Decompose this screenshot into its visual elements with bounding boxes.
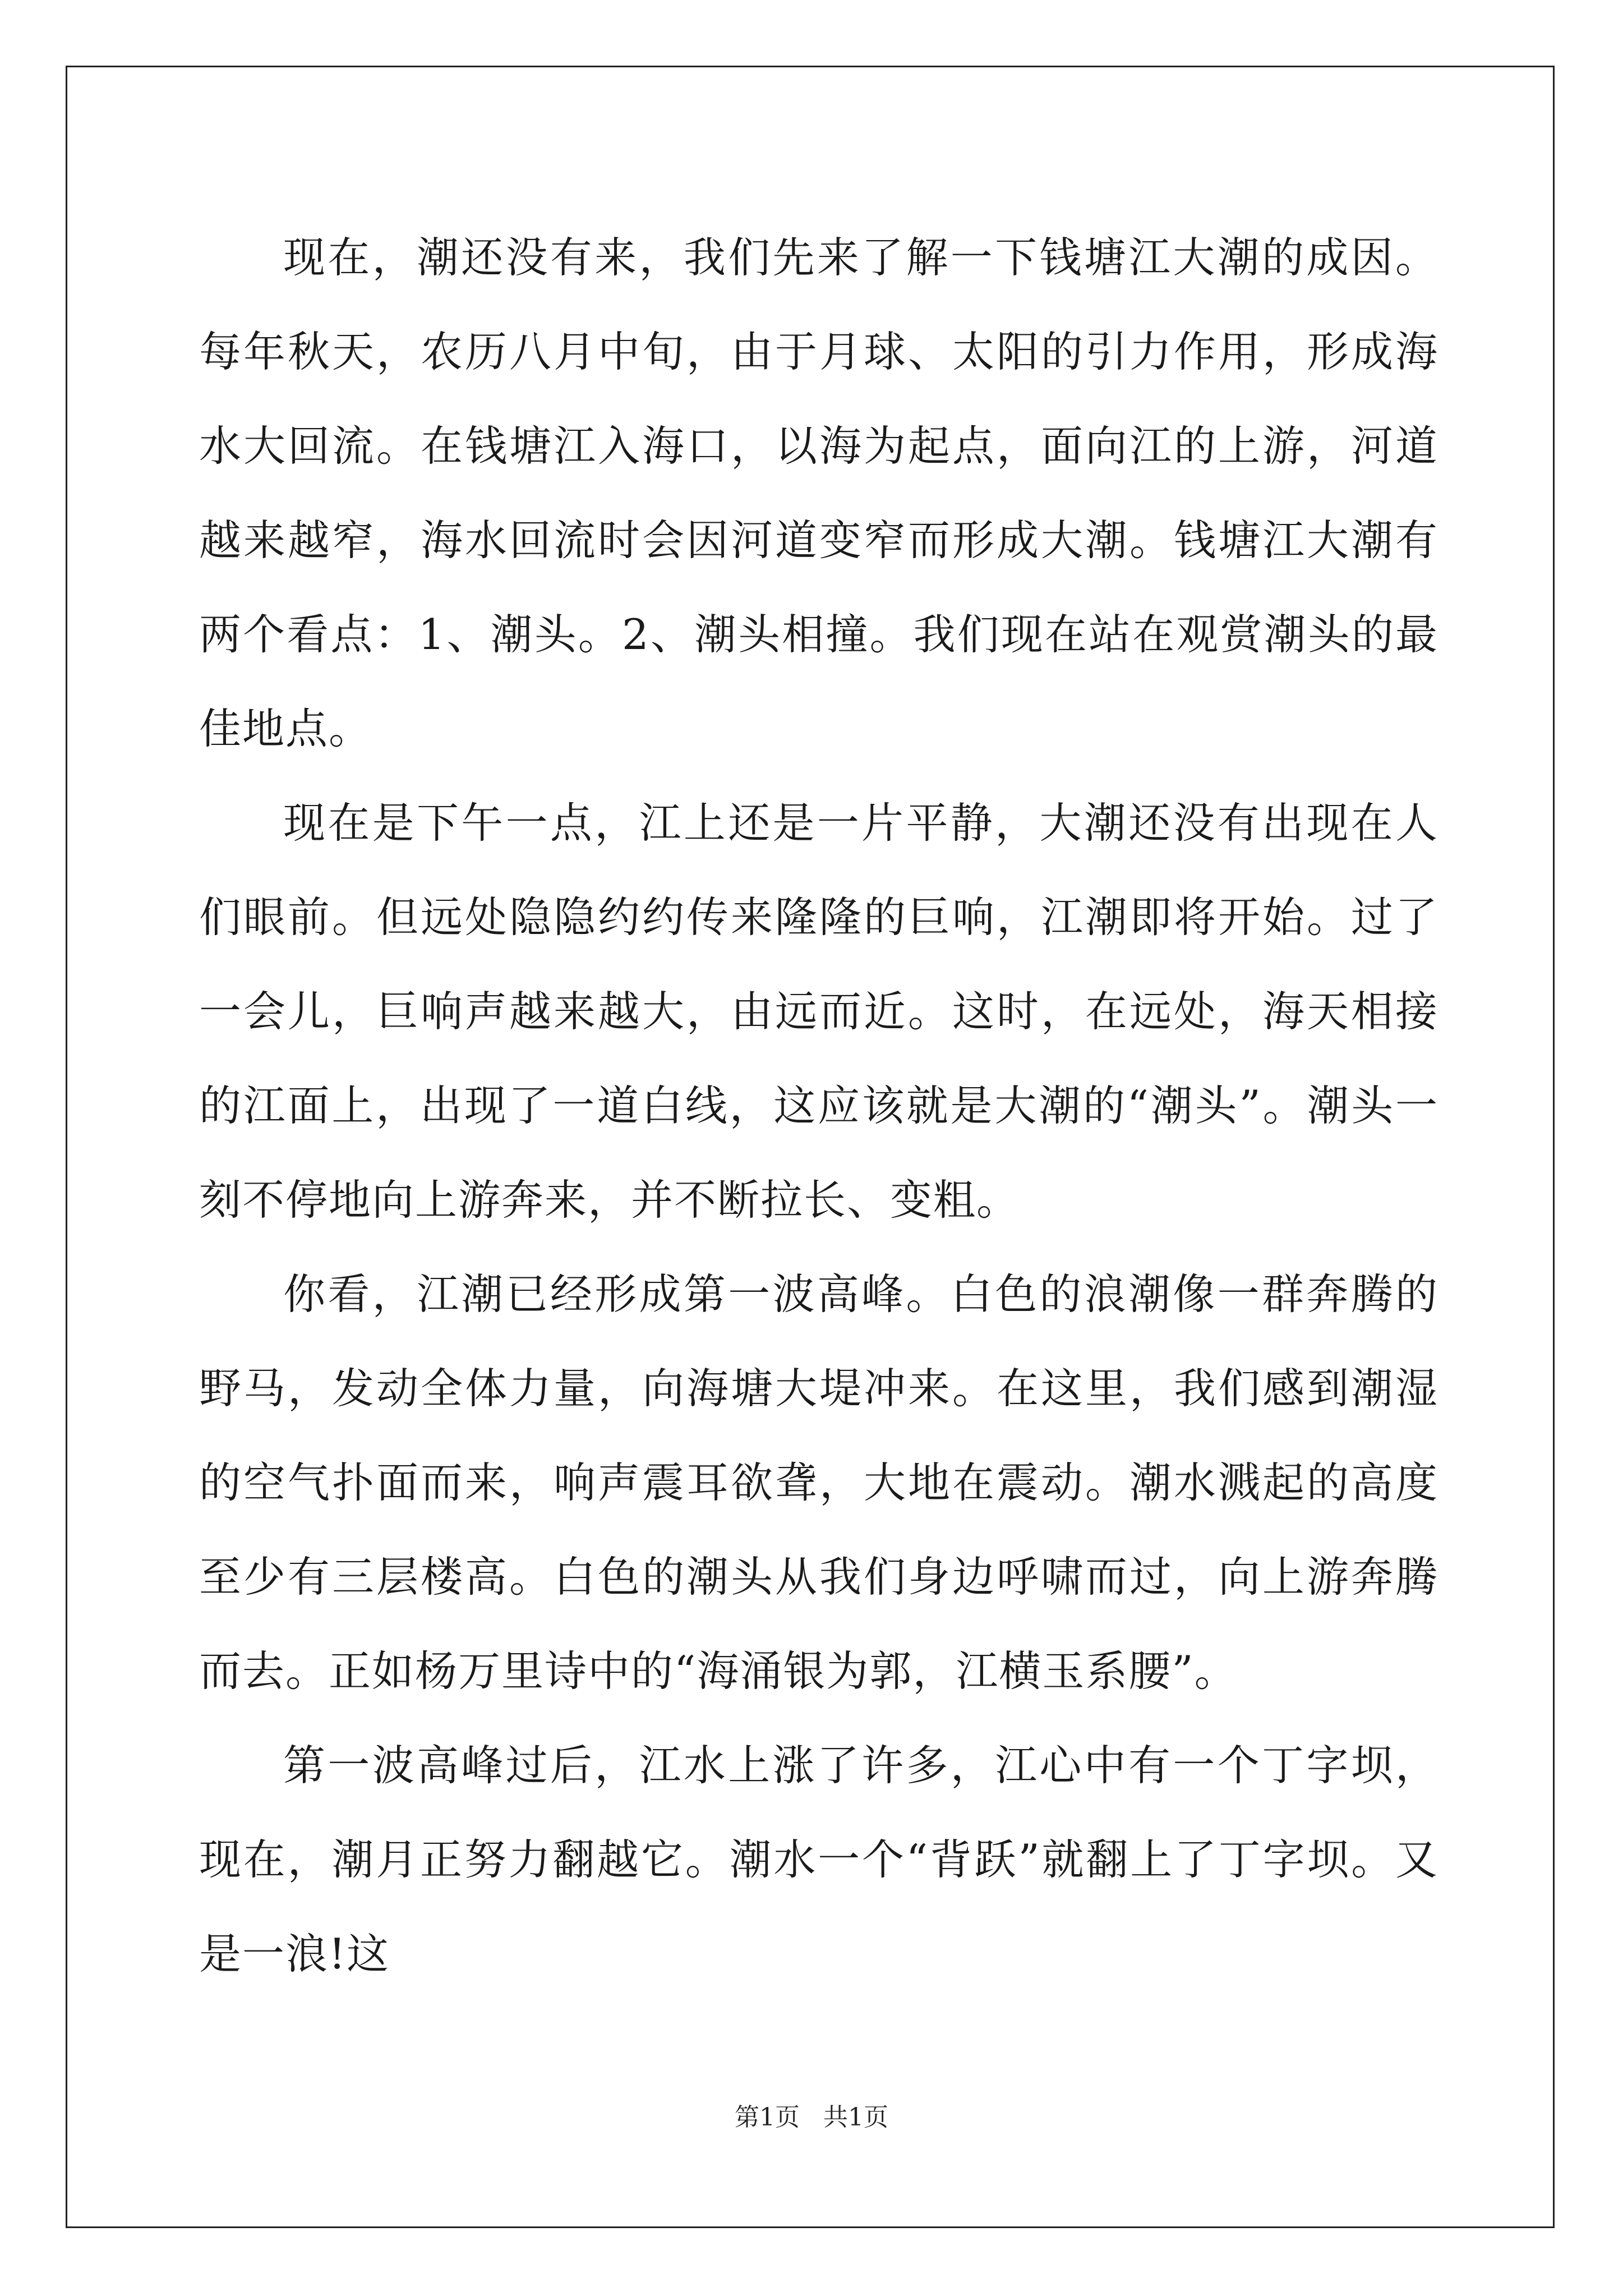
paragraph: 现在是下午一点，江上还是一片平静，大潮还没有出现在人们眼前。但远处隐隐约约传来隆隆的巨响，江潮即将开始。过了一会儿，巨响声越来越大，由远而近。这时，在远处，海天相接的江面上，出现了一道白线，这应该就是大潮的“潮头”。潮头一刻不停地向上游奔来，并不断拉长、变粗。 — [199, 798, 1438, 1225]
page-number: 第1页 共1页 — [735, 2103, 888, 2132]
page-footer — [0, 2101, 1623, 2134]
paragraph: 现在，潮还没有来，我们先来了解一下钱塘江大潮的成因。每年秋天，农历八月中旬，由于月球、太阳的引力作用，形成海水大回流。在钱塘江入海口，以海为起点，面向江的上游，河道越来越窄，海水回流时会因河道变窄而形成大潮。钱塘江大潮有两个看点：1、潮头。2、潮头相撞。我们现在站在观赏潮头的最佳地点。 — [199, 233, 1438, 753]
document-body — [199, 210, 1438, 2001]
paragraph: 第一波高峰过后，江水上涨了许多，江心中有一个丁字坝，现在，潮月正努力翻越它。潮水一个“背跃”就翻上了丁字坝。又是一浪!这 — [199, 1741, 1438, 1978]
paragraph: 你看，江潮已经形成第一波高峰。白色的浪潮像一群奔腾的野马，发动全体力量，向海塘大堤冲来。在这里，我们感到潮湿的空气扑面而来，响声震耳欲聋，大地在震动。潮水溅起的高度至少有三层楼高。白色的潮头从我们身边呼啸而过，向上游奔腾而去。正如杨万里诗中的“海涌银为郭，江横玉系腰”。 — [199, 1269, 1438, 1696]
